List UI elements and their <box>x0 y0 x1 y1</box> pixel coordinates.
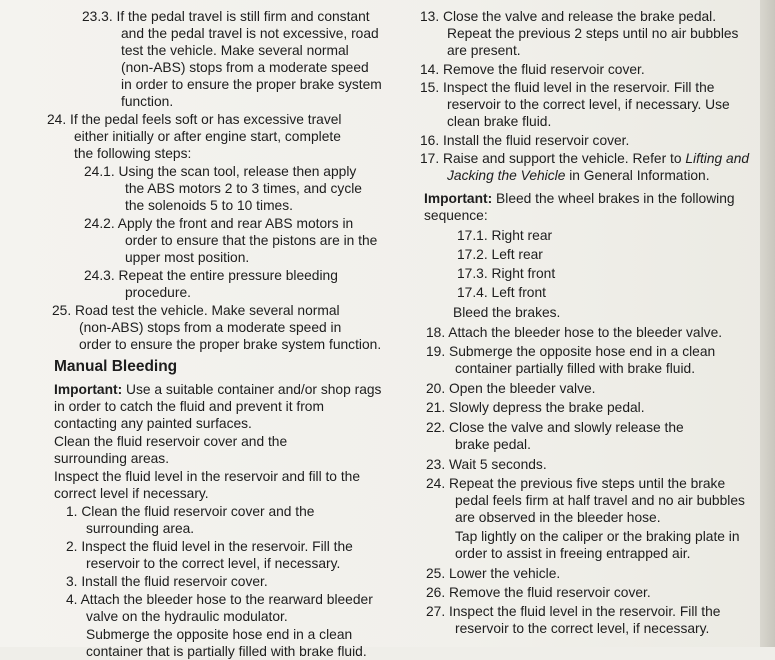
step-17-link-2: Jacking the Vehicle <box>447 168 566 183</box>
clean-note-line-1: Clean the fluid reservoir cover and the <box>54 434 288 449</box>
step-24-line-3: the following steps: <box>74 146 192 161</box>
step-24-1-line-3: the solenoids 5 to 10 times. <box>125 198 293 213</box>
step-24-line-2: either initially or after engine start, complete <box>74 129 341 144</box>
step-18: 18. Attach the bleeder hose to the bleeder valve. <box>426 325 723 340</box>
step-24-2-line-2: order to ensure that the pistons are in the <box>125 233 378 248</box>
step-1-line-2: surrounding area. <box>86 521 195 536</box>
step-17-line-1 <box>420 150 749 167</box>
step-2-line-1: 2. Inspect the fluid level in the reservoir. Fill the <box>66 539 353 554</box>
step-27-line-1: 27. Inspect the fluid level in the reservoir. Fill the <box>426 604 721 619</box>
step-24-line-1: 24. If the pedal feels soft or has excessive travel <box>47 112 342 127</box>
step-23-3-line-6: function. <box>121 94 174 109</box>
step-26: 26. Remove the fluid reservoir cover. <box>426 585 651 600</box>
step-24-1-line-1: 24.1. Using the scan tool, release then apply <box>84 164 357 179</box>
seq-17-2: 17.2. Left rear <box>457 247 543 262</box>
step-24-line-3: are observed in the bleeder hose. <box>455 510 661 525</box>
step-16: 16. Install the fluid reservoir cover. <box>420 133 630 148</box>
step-4-line-2: valve on the hydraulic modulator. <box>86 609 288 624</box>
seq-17-4: 17.4. Left front <box>457 285 546 300</box>
step-13-line-1: 13. Close the valve and release the brake pedal. <box>420 9 717 24</box>
step-23: 23. Wait 5 seconds. <box>426 457 547 472</box>
step-4-note-line-1: Submerge the opposite hose end in a clean <box>86 627 353 642</box>
step-19-line-1: 19. Submerge the opposite hose end in a clean <box>426 344 716 359</box>
step-3-line-1: 3. Install the fluid reservoir cover. <box>66 574 268 589</box>
step-15-line-2: reservoir to the correct level, if necessary. Use <box>447 97 730 112</box>
step-27-line-2: reservoir to the correct level, if necessary. <box>455 621 710 636</box>
step-14: 14. Remove the fluid reservoir cover. <box>420 62 645 77</box>
step-4-note-line-2: container that is partially filled with brake fluid. <box>86 644 367 659</box>
step-22-line-2: brake pedal. <box>455 437 531 452</box>
important-note-line-2: in order to catch the fluid and prevent it from <box>54 399 324 414</box>
step-17-text-1: 17. Raise and support the vehicle. Refer to <box>420 151 682 166</box>
step-15-line-1: 15. Inspect the fluid level in the reservoir. Fill the <box>420 80 715 95</box>
step-2-line-2: reservoir to the correct level, if necessary. <box>86 556 341 571</box>
step-22-line-1: 22. Close the valve and slowly release the <box>426 420 684 435</box>
step-25: 25. Lower the vehicle. <box>426 566 561 581</box>
important-note-line-3: contacting any painted surfaces. <box>54 416 252 431</box>
step-24-3-line-2: procedure. <box>125 285 191 300</box>
step-24-line-2: pedal feels firm at half travel and no air bubbles <box>455 493 745 508</box>
bleed-the-brakes: Bleed the brakes. <box>453 305 561 320</box>
step-20: 20. Open the bleeder valve. <box>426 381 596 396</box>
inspect-note-line-1: Inspect the fluid level in the reservoir and fill to the <box>54 469 360 484</box>
step-24-3-line-1: 24.3. Repeat the entire pressure bleeding <box>84 268 338 283</box>
seq-17-3: 17.3. Right front <box>457 266 556 281</box>
step-23-3-line-4: (non-ABS) stops from a moderate speed <box>121 60 369 75</box>
step-13-line-3: are present. <box>447 43 521 58</box>
clean-note-line-2: surrounding areas. <box>54 451 170 466</box>
inspect-note-line-2: correct level if necessary. <box>54 486 209 501</box>
step-17-line-2 <box>447 167 710 184</box>
seq-17-1: 17.1. Right rear <box>457 228 553 243</box>
important-bleed-line-1: Important: Bleed the wheel brakes in the following <box>424 191 735 206</box>
step-23-3-line-2: and the pedal travel is not excessive, road <box>121 26 379 41</box>
step-23-3-line-3: test the vehicle. Make several normal <box>121 43 349 58</box>
step-24-line-1: 24. Repeat the previous five steps until the brake <box>426 476 726 491</box>
step-25-line-1: 25. Road test the vehicle. Make several normal <box>52 303 340 318</box>
section-heading: Manual Bleeding <box>54 358 178 375</box>
step-24-2-line-1: 24.2. Apply the front and rear ABS motors in <box>84 216 354 231</box>
page-edge <box>760 0 775 647</box>
step-24-note-line-1: Tap lightly on the caliper or the braking plate in <box>455 529 740 544</box>
step-15-line-3: clean brake fluid. <box>447 114 552 129</box>
step-21: 21. Slowly depress the brake pedal. <box>426 400 645 415</box>
step-25-line-2: (non-ABS) stops from a moderate speed in <box>79 320 342 335</box>
step-24-note-line-2: order to assist in freeing entrapped air. <box>455 546 691 561</box>
important-note-line-1: Important: Use a suitable container and/or shop rags <box>54 382 382 397</box>
step-24-1-line-2: the ABS motors 2 to 3 times, and cycle <box>125 181 362 196</box>
step-13-line-2: Repeat the previous 2 steps until no air bubbles <box>447 26 739 41</box>
step-1-line-1: 1. Clean the fluid reservoir cover and the <box>66 504 315 519</box>
step-25-line-3: order to ensure the proper brake system function. <box>79 337 382 352</box>
step-19-line-2: container partially filled with brake fluid. <box>455 361 696 376</box>
important-bleed-line-2: sequence: <box>424 208 488 223</box>
step-17-link-1: Lifting and <box>685 151 750 166</box>
step-23-3-line-1: 23.3. If the pedal travel is still firm and constant <box>82 9 370 24</box>
step-4-line-1: 4. Attach the bleeder hose to the rearward bleeder <box>66 592 373 607</box>
step-17-text-2: in General Information. <box>569 168 710 183</box>
step-24-2-line-3: upper most position. <box>125 250 250 265</box>
step-23-3-line-5: in order to ensure the proper brake system <box>121 77 382 92</box>
